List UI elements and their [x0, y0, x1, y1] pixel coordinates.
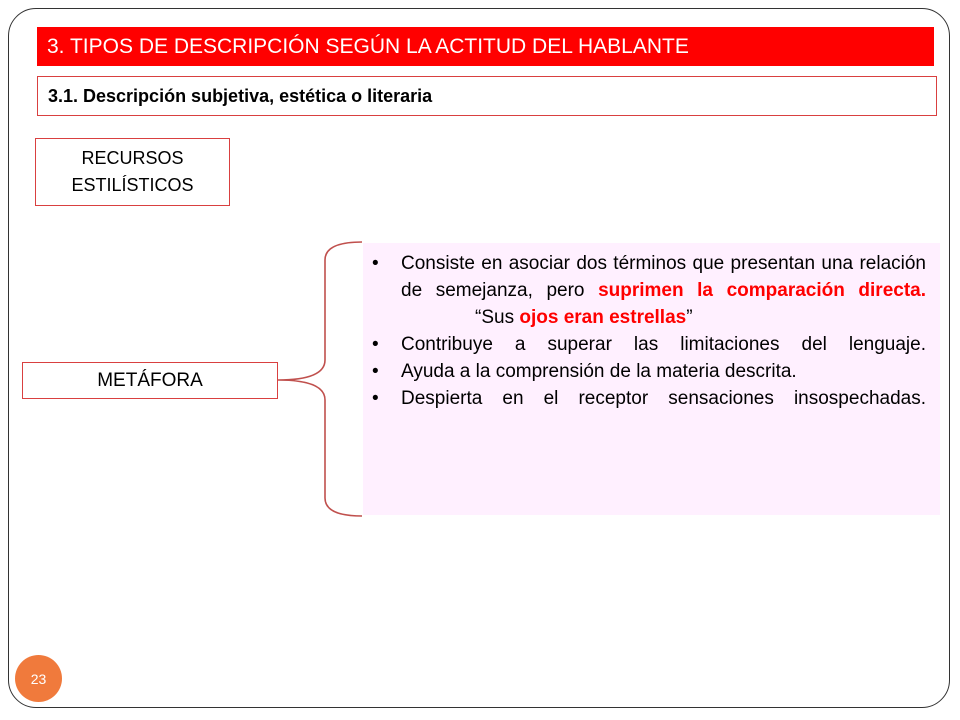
- example-close: ”: [686, 307, 693, 328]
- bullet-dot: •: [372, 334, 379, 355]
- stylistic-resources-box: [35, 138, 230, 206]
- brace-path: [278, 242, 362, 516]
- bullet-text-language: Contribuye a superar las limitaciones del lenguaje.: [401, 334, 926, 355]
- bullet-dot: •: [372, 361, 379, 382]
- bullet-text-sensations: Despierta en el receptor sensaciones insospechadas.: [401, 388, 926, 409]
- curly-brace-connector: [270, 236, 370, 526]
- section-subtitle: 3.1. Descripción subjetiva, estética o literaria: [48, 86, 433, 106]
- bullet-dot: •: [372, 253, 379, 274]
- metaphor-label: METÁFORA: [97, 369, 203, 391]
- bullet-text-comprehension: Ayuda a la comprensión de la materia descrita.: [401, 361, 797, 382]
- section-subtitle-box: [37, 76, 937, 116]
- example-open: “Sus: [475, 307, 520, 328]
- resources-label-line-2: ESTILÍSTICOS: [71, 175, 194, 195]
- resources-label-line-1: RECURSOS: [81, 148, 184, 168]
- bullet-item-definition: [369, 250, 926, 304]
- metaphor-description-panel: [363, 243, 940, 515]
- slide-title-bar: [37, 27, 934, 66]
- definition-highlight: suprimen la comparación directa.: [598, 280, 926, 301]
- bullet-item-comprehension: [369, 358, 926, 385]
- bullet-item-sensations: [369, 385, 926, 412]
- slide-title: 3. TIPOS DE DESCRIPCIÓN SEGÚN LA ACTITUD DEL HABLANTE: [47, 35, 689, 58]
- bullet-item-language: [369, 331, 926, 358]
- definition-text: Consiste en asociar dos términos que presentan una relación de semejanza, pero: [401, 253, 926, 301]
- example-quote: [369, 304, 926, 331]
- metaphor-term-box: [22, 362, 278, 399]
- page-number: 23: [30, 670, 47, 687]
- example-highlight: ojos eran estrellas: [519, 307, 687, 328]
- bullet-dot: •: [372, 388, 379, 409]
- page-number-badge: [15, 655, 62, 702]
